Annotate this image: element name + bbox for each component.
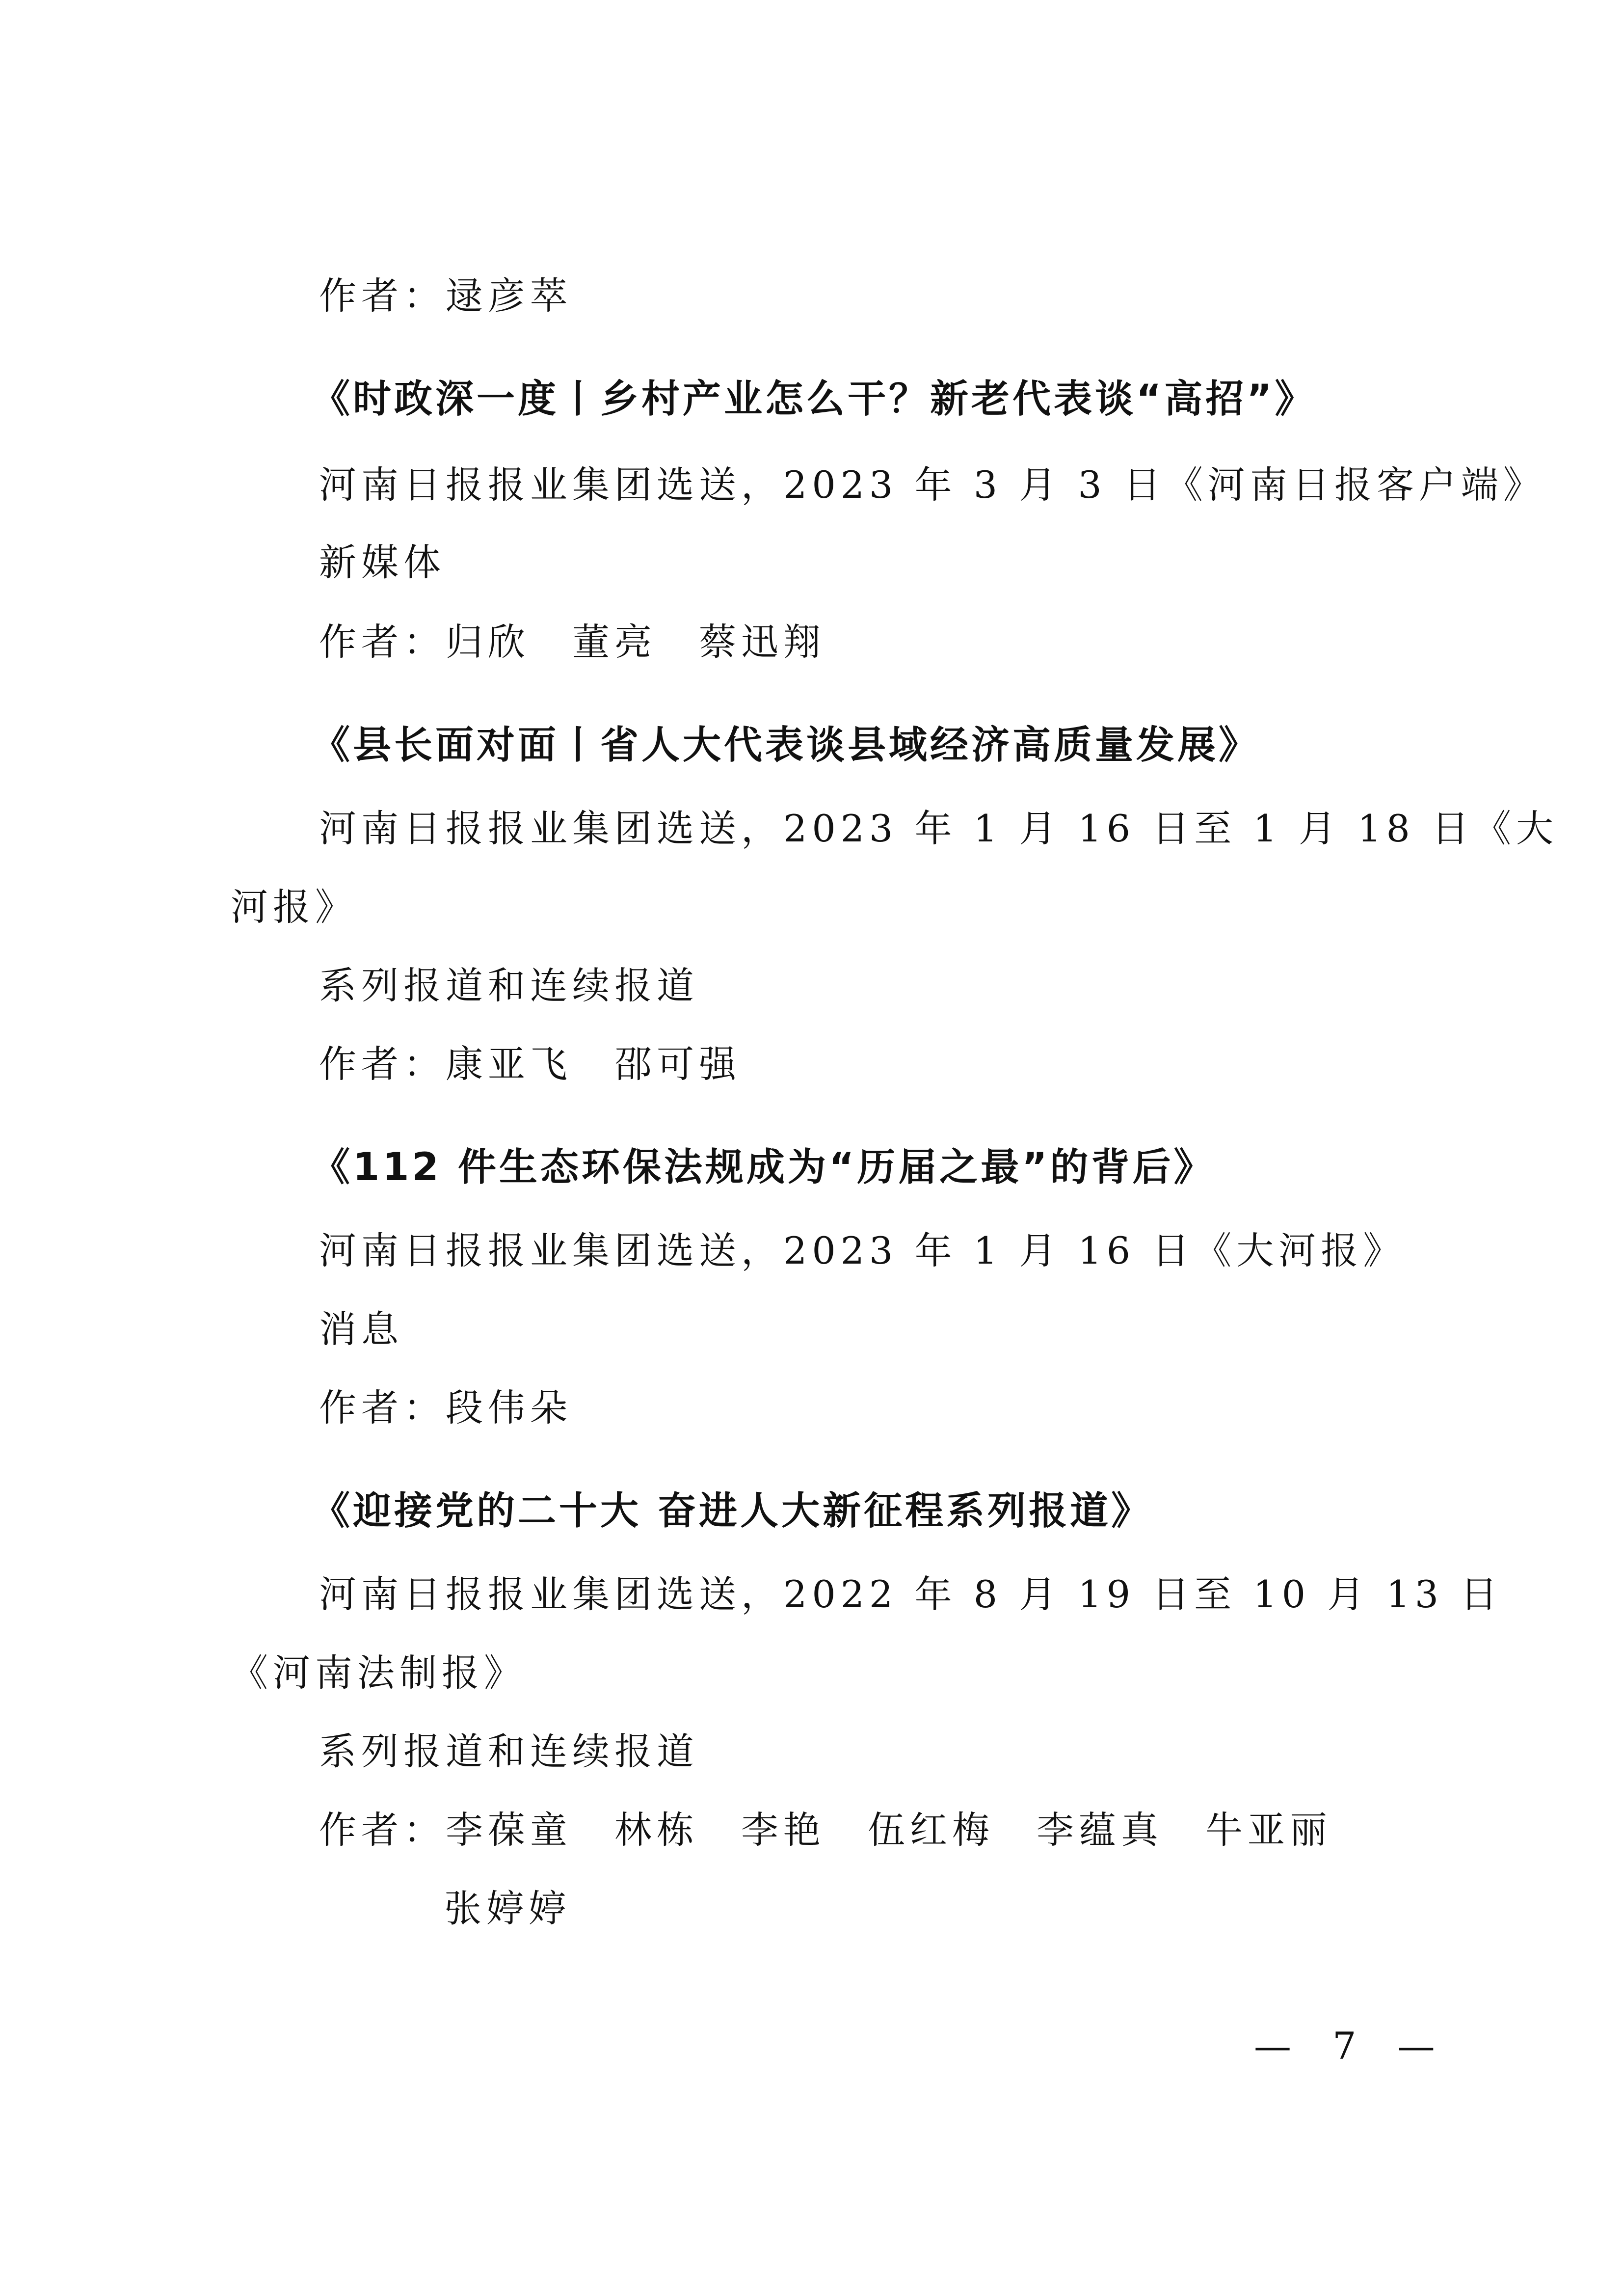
entry-title: 《112 件生态环保法规成为“历届之最”的背后》 <box>312 1145 1215 1189</box>
source-line-continued: 河报》 <box>231 885 357 929</box>
entry-title: 《时政深一度丨乡村产业怎么干？新老代表谈“高招”》 <box>312 377 1316 421</box>
category-line: 系列报道和连续报道 <box>319 964 699 1007</box>
source-line: 河南日报报业集团选送，2023 年 1 月 16 日《大河报》 <box>319 1229 1406 1272</box>
page-number: — 7 — <box>1254 2024 1450 2068</box>
author-line: 作者：段伟朵 <box>319 1386 572 1430</box>
author-line: 作者：李葆童 林栋 李艳 伍红梅 李蕴真 牛亚丽 <box>319 1808 1332 1852</box>
author-line: 作者：归欣 董亮 蔡迅翔 <box>319 620 825 664</box>
author-line-continued: 张婷婷 <box>444 1887 571 1930</box>
entry-title: 《县长面对面丨省人大代表谈县域经济高质量发展》 <box>312 723 1260 767</box>
author-line: 作者：逯彦萃 <box>319 274 572 318</box>
author-line: 作者：康亚飞 邵可强 <box>319 1042 741 1086</box>
source-line: 河南日报报业集团选送，2023 年 1 月 16 日至 1 月 18 日《大 <box>319 807 1558 850</box>
category-line: 系列报道和连续报道 <box>319 1729 699 1773</box>
source-line: 河南日报报业集团选送，2022 年 8 月 19 日至 10 月 13 日 <box>319 1572 1503 1616</box>
source-line: 河南日报报业集团选送，2023 年 3 月 3 日《河南日报客户端》 <box>319 463 1545 507</box>
category-line: 新媒体 <box>319 540 446 584</box>
source-line-continued: 《河南法制报》 <box>231 1651 526 1695</box>
category-line: 消息 <box>319 1307 403 1351</box>
entry-title: 《迎接党的二十大 奋进人大新征程系列报道》 <box>312 1489 1153 1533</box>
